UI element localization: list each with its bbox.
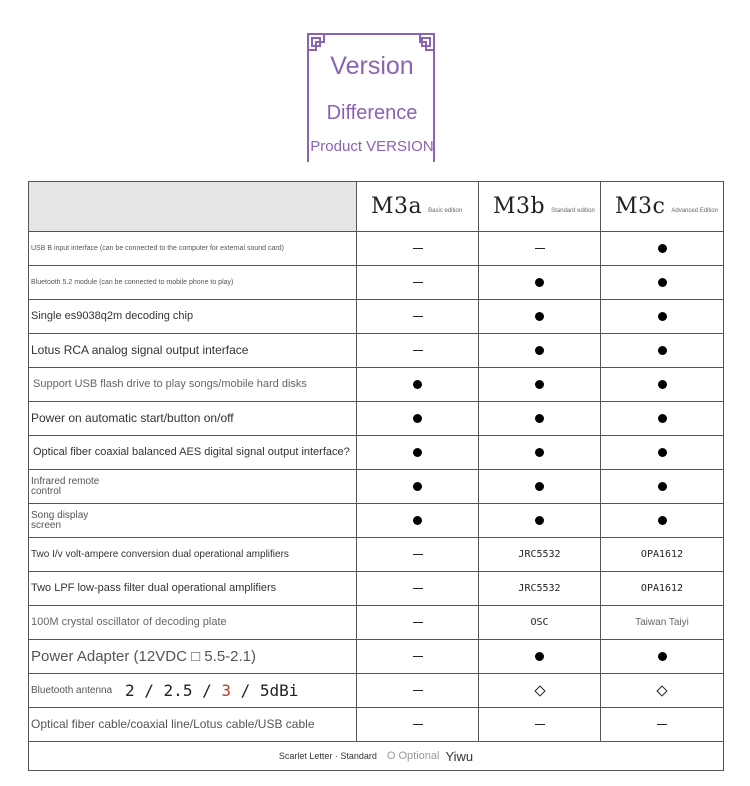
feature-cell: [29, 572, 356, 605]
not-included-icon: [413, 316, 423, 317]
m3b-cell: [478, 538, 600, 571]
m3b-cell: [478, 266, 600, 299]
m3c-cell: [600, 334, 723, 367]
included-icon: [535, 380, 544, 389]
included-icon: [658, 312, 667, 321]
m3a-cell: [356, 572, 478, 605]
m3c-cell: [600, 300, 723, 333]
included-icon: [413, 516, 422, 525]
table-row: [29, 469, 723, 503]
table-row: [29, 231, 723, 265]
m3b-cell: [478, 504, 600, 537]
op-amp-value: JRC5532: [518, 583, 561, 594]
model-name: M3c: [615, 194, 666, 219]
feature-label: Power Adapter (12VDC □ 5.5-2.1): [31, 648, 256, 665]
header-feature-cell: [29, 182, 356, 231]
table-header-row: [29, 182, 723, 231]
m3a-cell: [356, 402, 478, 435]
m3b-cell: [478, 606, 600, 639]
m3b-cell: [478, 368, 600, 401]
not-included-icon: [535, 248, 545, 249]
m3b-cell: [478, 334, 600, 367]
feature-label: Two LPF low-pass filter dual operational amplifiers: [31, 582, 277, 594]
feature-cell: [29, 368, 356, 401]
m3b-cell: [478, 674, 600, 707]
model-name: M3b: [493, 194, 546, 219]
included-icon: [413, 482, 422, 491]
feature-cell: [29, 470, 356, 503]
m3c-cell: [600, 232, 723, 265]
version-emblem: [306, 30, 438, 162]
not-included-icon: [413, 656, 423, 657]
antenna-gain-value: 2: [125, 681, 135, 700]
table-row: [29, 503, 723, 537]
table-row: [29, 367, 723, 401]
feature-cell: [29, 232, 356, 265]
header-model-m3b: [478, 182, 600, 231]
optional-icon: [534, 685, 545, 696]
m3b-cell: [478, 436, 600, 469]
not-included-icon: [413, 248, 423, 249]
m3a-cell: [356, 368, 478, 401]
feature-cell: [29, 334, 356, 367]
feature-cell: [29, 538, 356, 571]
model-name: M3a: [371, 194, 423, 219]
not-included-icon: [657, 724, 667, 725]
included-icon: [658, 346, 667, 355]
feature-cell: [29, 504, 356, 537]
m3b-cell: [478, 402, 600, 435]
table-row: [29, 673, 723, 707]
legend-standard: Scarlet Letter · Standard: [278, 751, 377, 761]
feature-label: Optical fiber cable/coaxial line/Lotus cable/USB cable: [31, 717, 315, 731]
header-model-m3c: [600, 182, 723, 231]
feature-cell: [29, 674, 356, 707]
table-row: [29, 401, 723, 435]
optional-icon: [656, 685, 667, 696]
feature-label: Song display screen: [31, 509, 89, 531]
m3a-cell: [356, 606, 478, 639]
included-icon: [535, 516, 544, 525]
title-difference: Difference: [326, 102, 418, 124]
feature-label: Bluetooth 5.2 module (can be connected to mobile phone to play): [31, 279, 234, 286]
op-amp-value: JRC5532: [518, 549, 561, 560]
included-icon: [658, 414, 667, 423]
feature-label: Single es9038q2m decoding chip: [31, 310, 194, 322]
not-included-icon: [413, 282, 423, 283]
included-icon: [658, 516, 667, 525]
included-icon: [535, 414, 544, 423]
m3c-cell: [600, 538, 723, 571]
m3c-cell: [600, 606, 723, 639]
m3b-cell: [478, 232, 600, 265]
version-comparison-table: [28, 181, 724, 771]
legend-extra: Yiwu: [445, 748, 474, 764]
antenna-gain-value: 5dBi: [259, 681, 299, 700]
feature-label: Lotus RCA analog signal output interface: [31, 343, 249, 357]
title-version: Version: [330, 52, 414, 80]
feature-label: Bluetooth antenna: [31, 685, 113, 696]
feature-cell: [29, 436, 356, 469]
included-icon: [658, 448, 667, 457]
antenna-gain-value: 3: [221, 681, 231, 700]
not-included-icon: [413, 554, 423, 555]
included-icon: [535, 278, 544, 287]
m3a-cell: [356, 504, 478, 537]
m3a-cell: [356, 640, 478, 673]
not-included-icon: [413, 690, 423, 691]
feature-label: Two I/v volt-ampere conversion dual operational amplifiers: [31, 548, 289, 560]
included-icon: [658, 244, 667, 253]
op-amp-value: OPA1612: [640, 549, 684, 560]
table-row: [29, 265, 723, 299]
legend-row: [29, 741, 723, 770]
not-included-icon: [535, 724, 545, 725]
feature-label: 100M crystal oscillator of decoding plate: [31, 616, 227, 628]
antenna-gain-value: 2.5: [163, 681, 193, 700]
m3b-cell: [478, 300, 600, 333]
table-row: [29, 707, 723, 741]
feature-cell: [29, 300, 356, 333]
table-row: [29, 605, 723, 639]
included-icon: [413, 380, 422, 389]
feature-cell: [29, 402, 356, 435]
table-row: [29, 639, 723, 673]
m3a-cell: [356, 300, 478, 333]
antenna-gain-values: 2 / 2.5 / 3 / 5dBi: [125, 681, 299, 700]
m3c-cell: [600, 674, 723, 707]
m3c-cell: [600, 266, 723, 299]
included-icon: [535, 312, 544, 321]
table-row: [29, 299, 723, 333]
m3a-cell: [356, 470, 478, 503]
feature-cell: [29, 266, 356, 299]
included-icon: [535, 448, 544, 457]
table-row: [29, 537, 723, 571]
not-included-icon: [413, 588, 423, 589]
feature-label: USB B input interface (can be connected to the computer for external sound card): [31, 245, 284, 252]
feature-label: Optical fiber coaxial balanced AES digital signal output interface?: [33, 446, 350, 458]
included-icon: [658, 482, 667, 491]
legend-optional: O Optional: [386, 750, 440, 762]
m3b-cell: [478, 708, 600, 741]
not-included-icon: [413, 724, 423, 725]
legend-cell: [29, 742, 723, 770]
feature-cell: [29, 606, 356, 639]
feature-cell: [29, 640, 356, 673]
m3b-cell: [478, 640, 600, 673]
m3c-cell: [600, 436, 723, 469]
model-edition: Basic edition: [428, 207, 463, 214]
included-icon: [535, 652, 544, 661]
m3c-cell: [600, 708, 723, 741]
m3a-cell: [356, 674, 478, 707]
table-row: [29, 435, 723, 469]
not-included-icon: [413, 622, 423, 623]
m3c-cell: [600, 504, 723, 537]
m3a-cell: [356, 334, 478, 367]
not-included-icon: [413, 350, 423, 351]
m3a-cell: [356, 232, 478, 265]
m3a-cell: [356, 538, 478, 571]
feature-cell: [29, 708, 356, 741]
m3c-cell: [600, 572, 723, 605]
oscillator-value: OSC: [530, 617, 549, 628]
m3c-cell: [600, 402, 723, 435]
m3a-cell: [356, 436, 478, 469]
m3c-cell: [600, 470, 723, 503]
m3a-cell: [356, 266, 478, 299]
feature-label: Power on automatic start/button on/off: [31, 411, 234, 425]
included-icon: [535, 346, 544, 355]
table-row: [29, 571, 723, 605]
m3b-cell: [478, 470, 600, 503]
op-amp-value: OPA1612: [640, 583, 684, 594]
feature-label: Support USB flash drive to play songs/mobile hard disks: [33, 378, 307, 390]
model-edition: Advanced Edition: [671, 207, 719, 214]
included-icon: [658, 278, 667, 287]
table-row: [29, 333, 723, 367]
m3b-cell: [478, 572, 600, 605]
feature-label: Infrared remote control: [31, 475, 100, 497]
included-icon: [413, 414, 422, 423]
model-edition: Standard edition: [551, 207, 595, 214]
header-model-m3a: [356, 182, 478, 231]
included-icon: [413, 448, 422, 457]
m3c-cell: [600, 368, 723, 401]
included-icon: [658, 380, 667, 389]
m3c-cell: [600, 640, 723, 673]
oscillator-value: Taiwan Taiyi: [635, 617, 689, 628]
included-icon: [658, 652, 667, 661]
included-icon: [535, 482, 544, 491]
subtitle-product-version: Product VERSION: [310, 138, 434, 155]
m3a-cell: [356, 708, 478, 741]
